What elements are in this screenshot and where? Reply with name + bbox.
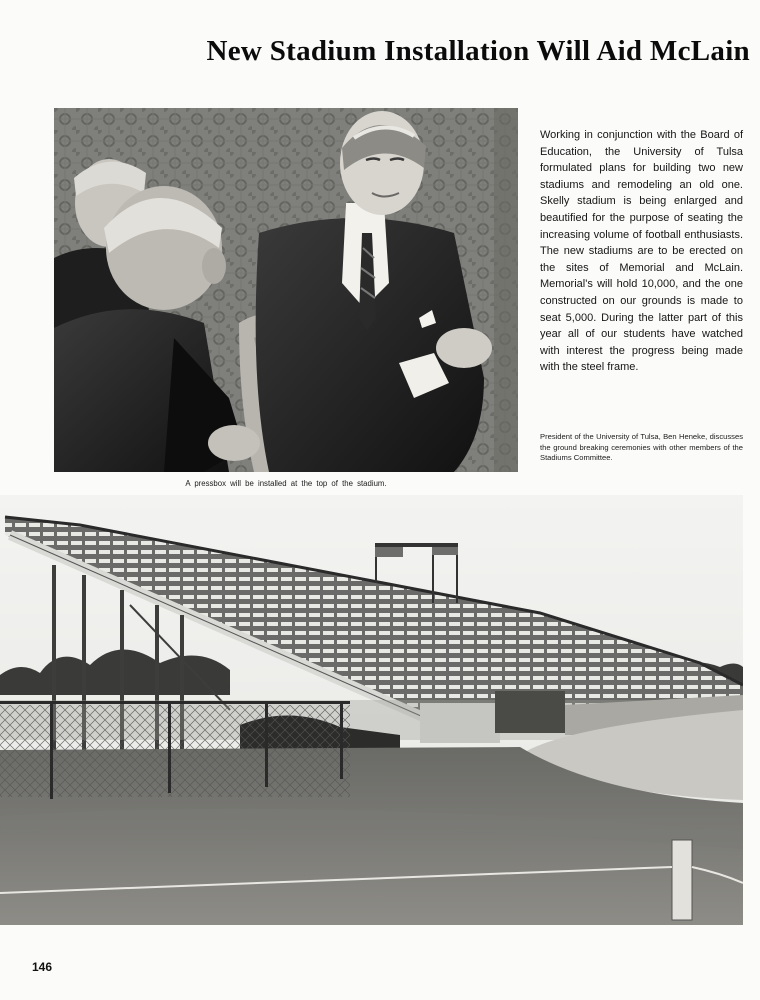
pressbox-caption: A pressbox will be installed at the top of the stadium. — [185, 479, 387, 488]
page-headline: New Stadium Installation Will Aid McLain — [206, 35, 750, 67]
page-number: 146 — [32, 960, 53, 974]
meeting-photo-caption: President of the University of Tulsa, Ben Heneke, discusses the ground breaking ceremonies with other members of the Stadiums Committee. — [540, 432, 743, 462]
stadium-photo — [0, 495, 743, 925]
article-body: Working in conjunction with the Board of Education, the University of Tulsa formulated plans for building two new stadiums and remodeling an old one. Skelly stadium is being enlarged and beautified for the purpose of seating the increasing volume of football enthusiasts. The new stadiums are to be erected on the sites of Memorial and McLain. Memorial's will hold 10,000, and the one constructed on our grounds is made to seat 5,000. During the latter part of this year all of our students have watched with interest the progress being made with the steel frame. — [540, 129, 743, 374]
meeting-photo — [54, 108, 518, 472]
